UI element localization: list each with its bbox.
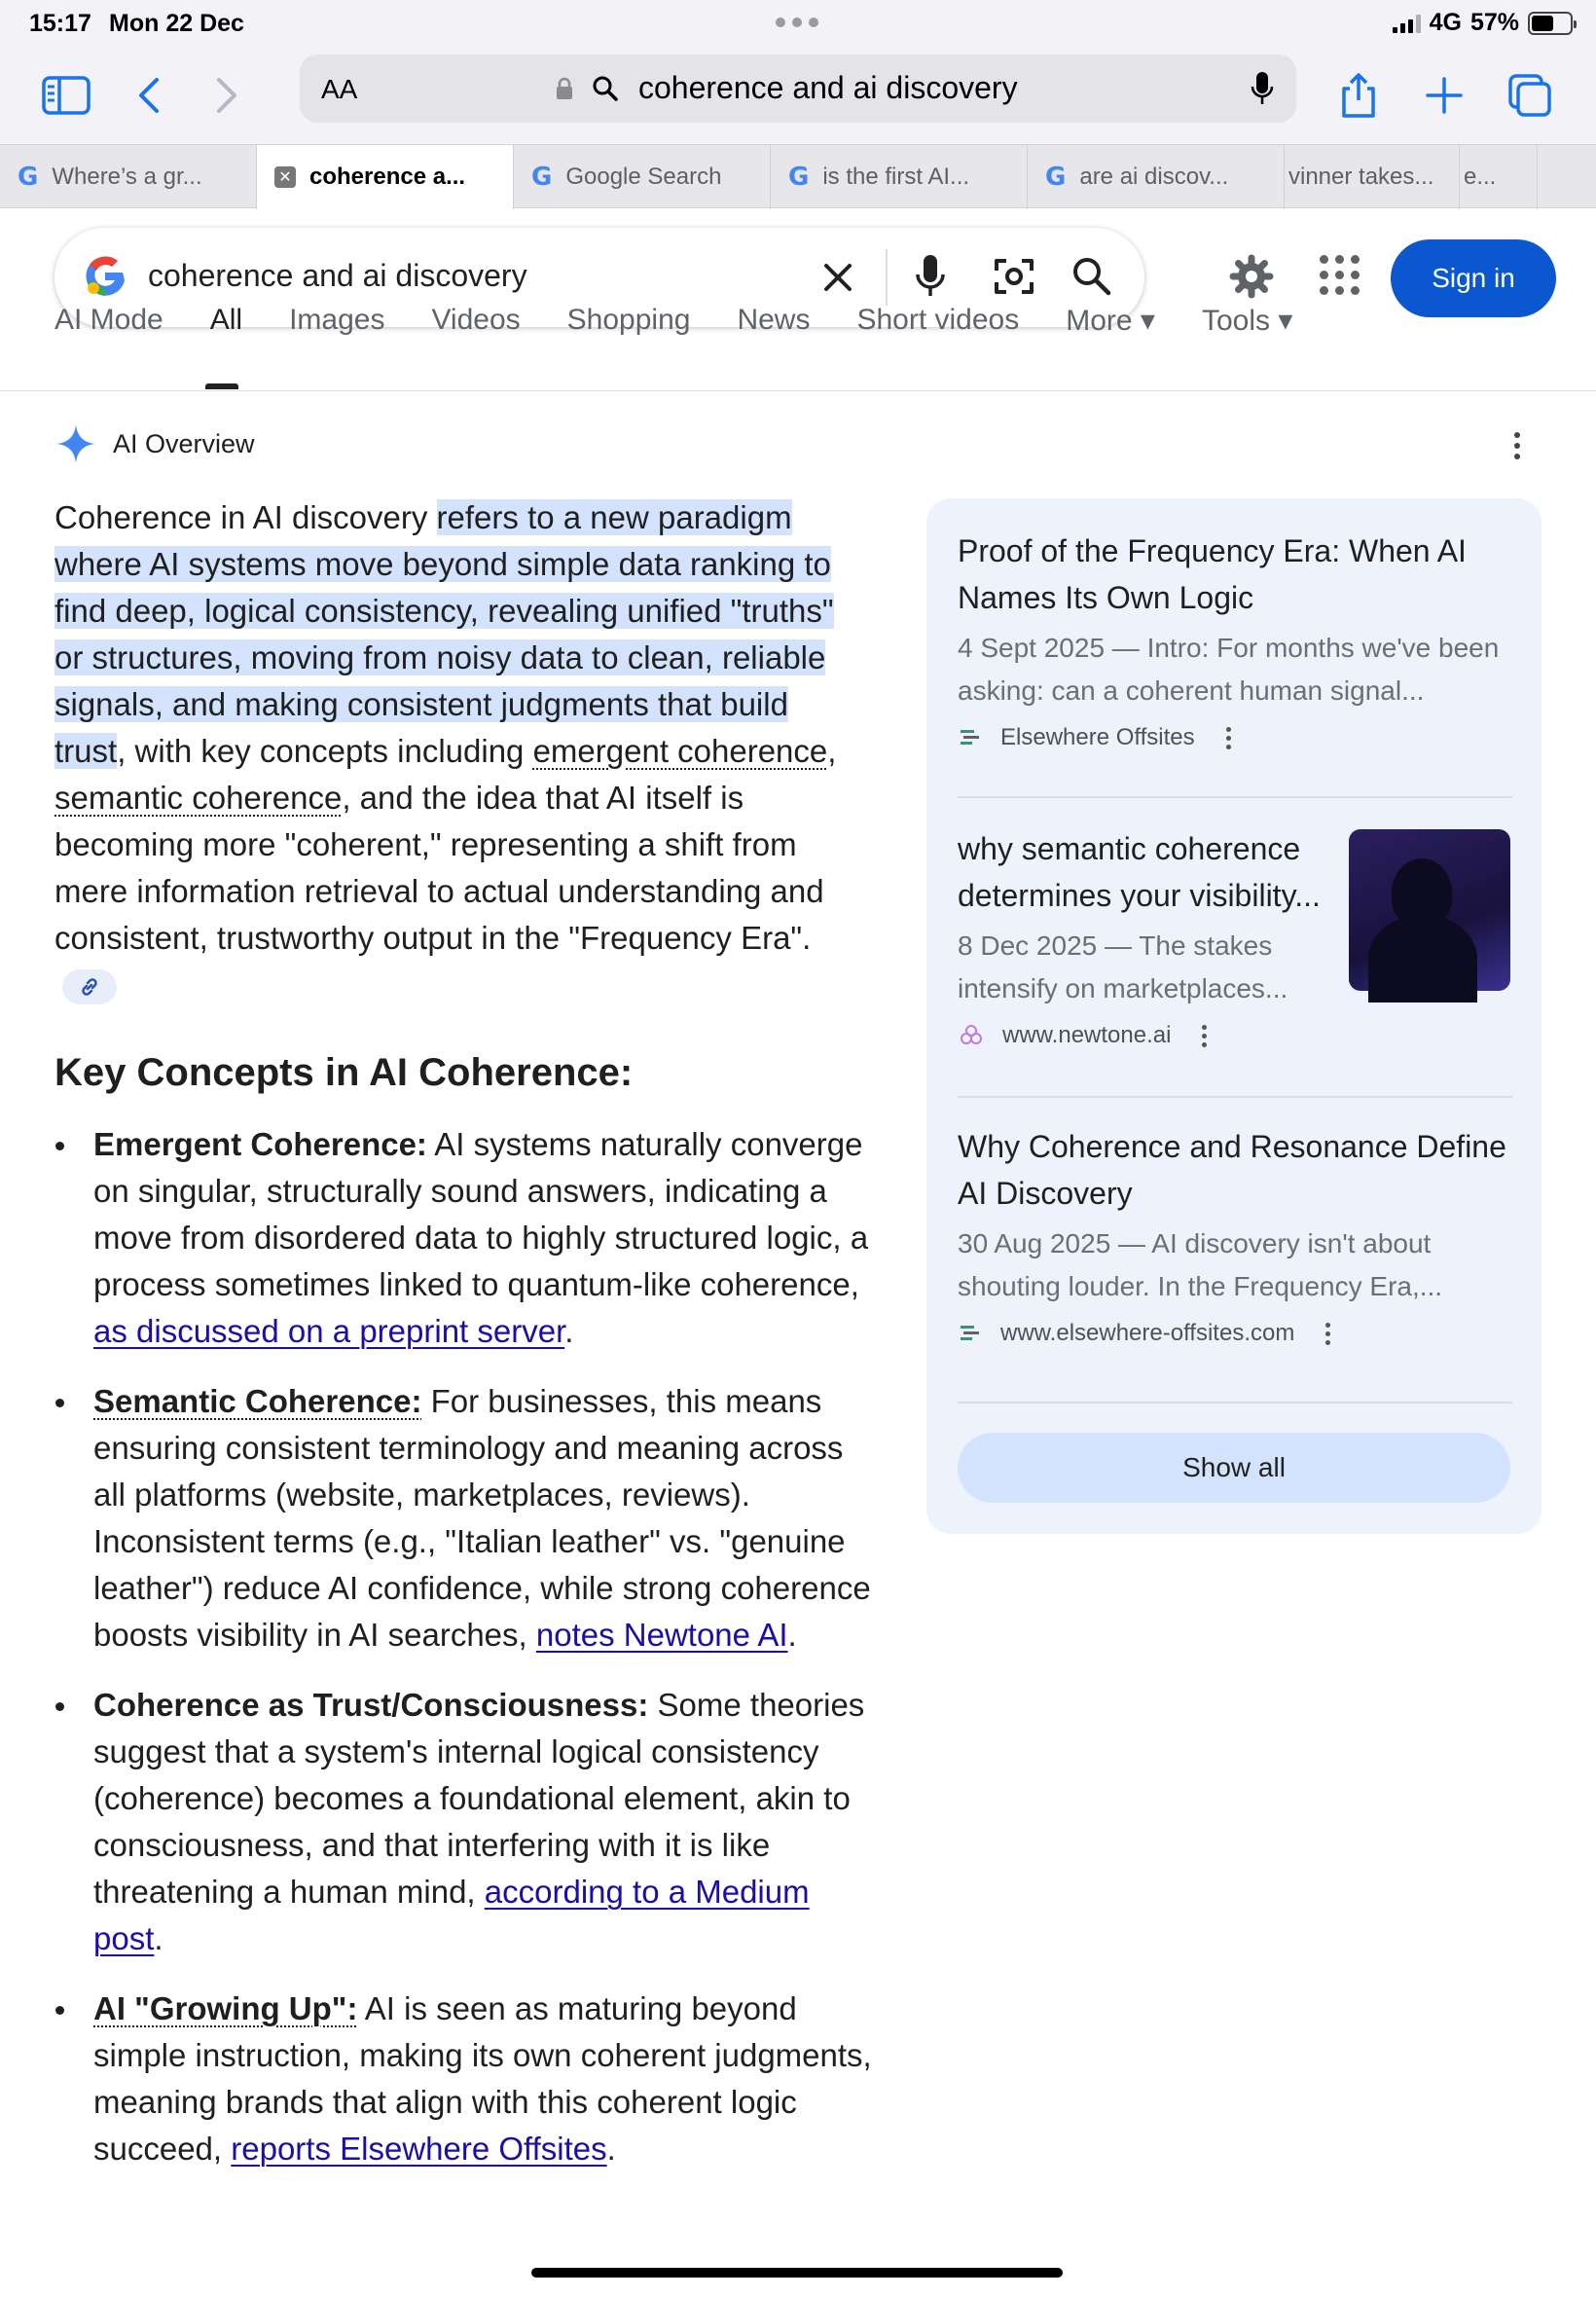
google-icon: G [531,163,553,192]
camera-search-icon[interactable] [991,253,1037,300]
browser-tab[interactable]: e... [1460,145,1538,209]
term-semantic-coherence[interactable]: Semantic Coherence: [93,1383,422,1419]
tab-overview-icon[interactable] [1503,68,1557,123]
site-favicon-icon [958,725,983,750]
tab-ai-mode[interactable]: AI Mode [54,304,163,336]
source-title[interactable]: Why Coherence and Resonance Define AI Discovery [958,1129,1506,1211]
google-icon: G [1045,163,1067,192]
lock-icon [555,77,574,100]
source-title[interactable]: Proof of the Frequency Era: When AI Names Its Own Logic [958,533,1467,615]
tab-bar [0,144,1596,208]
google-icon: G [788,163,810,192]
source-site: Elsewhere Offsites [1000,724,1195,750]
preprint-link[interactable]: as discussed on a preprint server [93,1313,565,1349]
site-favicon-icon [958,1321,983,1346]
tab-news[interactable]: News [737,304,811,336]
battery-percent: 57% [1469,9,1519,36]
reader-aa-button[interactable]: AA [321,74,358,104]
settings-gear-icon[interactable] [1228,253,1275,300]
list-item: Coherence as Trust/Consciousness: Some theories suggest that a system's internal logical consistency (coherence) becomes a foundational element, akin to consciousness, and that interfering with it is like threatening a human mind, according to a Medium post. [93,1682,872,1962]
show-all-button[interactable]: Show all [958,1433,1510,1503]
ai-overview-text: Coherence in AI discovery refers to a new paradigm where AI systems move beyond simple data ranking to find deep, logical consistency, revealing unified "truths" or structures, moving from noisy data to clean, reliable signals, and making consistent judgments that build trust, with key concepts including emergent coherence, semantic coherence, and the idea that AI itself is becoming more "coherent," representing a shift from mere information retrieval to actual understanding and consistent, trustworthy output in the "Frequency Era". [54,494,862,1008]
google-logo-icon [80,251,130,302]
site-favicon-icon [958,1022,985,1049]
forward-icon[interactable] [199,68,253,123]
search-icon [592,75,619,102]
highlighted-answer: refers to a new paradigm where AI systems move beyond simple data ranking to find deep, logical consistency, revealing unified "truths" or structures, moving from noisy data to clean, reliable signals, and making consistent judgments that build trust [54,499,834,769]
source-thumbnail[interactable] [1349,829,1510,991]
battery-icon [1528,12,1573,35]
source-card[interactable] [958,825,1347,1049]
search-query: coherence and ai discovery [148,258,527,293]
tab-images[interactable]: Images [289,304,385,336]
microphone-icon[interactable] [1250,70,1275,107]
divider [958,1402,1512,1404]
source-snippet: 30 Aug 2025 — AI discovery isn't about shouting louder. In the Frequency Era,... [958,1228,1443,1301]
tab-more[interactable]: More ▾ [1066,305,1155,337]
status-date: Mon 22 Dec [109,10,244,37]
browser-tab[interactable]: vinner takes... [1285,145,1460,209]
sidebar-icon[interactable] [39,68,93,123]
source-site: www.newtone.ai [1002,1022,1172,1048]
list-item: AI "Growing Up": AI is seen as maturing beyond simple instruction, making its own coherent judgments, meaning brands that align with this coherent logic succeed, reports Elsewhere Offsites. [93,1986,872,2172]
close-tab-icon[interactable]: ✕ [274,166,296,188]
status-time: 15:17 [29,10,91,37]
browser-tab[interactable]: G are ai discov... [1028,145,1285,209]
divider [958,1096,1512,1098]
voice-search-icon[interactable] [913,251,948,302]
new-tab-icon[interactable] [1417,68,1471,123]
search-icon[interactable] [1069,253,1115,300]
ai-overview-header [54,422,255,465]
browser-tab[interactable]: G Where’s a gr... [0,145,257,209]
key-concepts-heading: Key Concepts in AI Coherence: [54,1051,634,1094]
medium-link[interactable]: according to a Medium post [93,1874,810,1956]
source-options-icon[interactable] [1325,1323,1330,1345]
active-tab-indicator [205,383,238,389]
newtone-link[interactable]: notes Newtone AI [535,1617,788,1653]
browser-tab[interactable]: G Google Search [514,145,771,209]
clear-icon[interactable] [814,253,862,302]
tab-tools[interactable]: Tools ▾ [1202,305,1293,337]
status-bar [0,0,1596,47]
source-card[interactable] [958,1123,1512,1347]
list-item: Emergent Coherence: AI systems naturally converge on singular, structurally sound answers, indicating a move from disordered data to highly structured logic, a process sometimes linked to quantum-like coherence, as discussed on a preprint server. [93,1121,872,1355]
home-indicator[interactable] [531,2268,1063,2278]
multitasking-dots[interactable] [776,18,818,27]
browser-toolbar [0,47,1596,144]
address-text: coherence and ai discovery [638,70,1018,105]
ai-overview-label: AI Overview [113,428,255,458]
cellular-signal-icon [1393,14,1421,33]
tab-all[interactable]: All [209,304,243,336]
source-snippet: 8 Dec 2025 — The stakes intensify on marketplaces... [958,930,1288,1003]
divider [886,249,888,306]
source-link-chip[interactable] [62,969,117,1004]
sign-in-button[interactable]: Sign in [1391,239,1556,317]
source-card[interactable] [958,528,1512,751]
browser-tab-active[interactable]: ✕ coherence a... [257,145,514,209]
key-concepts-list [93,1121,872,2196]
google-icon: G [18,163,39,192]
tab-shopping[interactable]: Shopping [566,304,691,336]
source-snippet: 4 Sept 2025 — Intro: For months we've been asking: can a coherent human signal... [958,633,1500,706]
tab-short-videos[interactable]: Short videos [856,304,1020,336]
source-site: www.elsewhere-offsites.com [1000,1320,1295,1346]
list-item: Semantic Coherence: For businesses, this means ensuring consistent terminology and meaning across all platforms (website, marketplaces, reviews). Inconsistent terms (e.g., "Italian leather" vs. "genuine leather") reduce AI confidence, while strong coherence boosts visibility in AI searches, notes Newtone AI. [93,1378,872,1659]
address-bar[interactable] [300,55,1296,123]
network-type: 4G [1429,9,1462,36]
search-nav-tabs [0,304,1596,391]
source-options-icon[interactable] [1202,1025,1207,1047]
tab-videos[interactable]: Videos [431,304,521,336]
elsewhere-offsites-link[interactable]: reports Elsewhere Offsites [231,2131,607,2167]
sources-panel [926,498,1542,1534]
browser-tab[interactable]: G is the first AI... [771,145,1028,209]
back-icon[interactable] [123,68,177,123]
term-emergent-coherence[interactable]: emergent coherence [532,733,828,769]
google-apps-icon[interactable] [1320,255,1360,295]
share-icon[interactable] [1331,68,1386,123]
source-options-icon[interactable] [1226,727,1231,749]
term-semantic-coherence[interactable]: semantic coherence [54,780,343,816]
link-icon [78,975,101,999]
source-title[interactable]: why semantic coherence determines your visibility... [958,831,1321,913]
divider [958,796,1512,798]
gemini-sparkle-icon [54,422,97,465]
more-options-icon[interactable] [1514,432,1520,459]
term-ai-growing-up[interactable]: AI "Growing Up": [93,1990,358,2026]
